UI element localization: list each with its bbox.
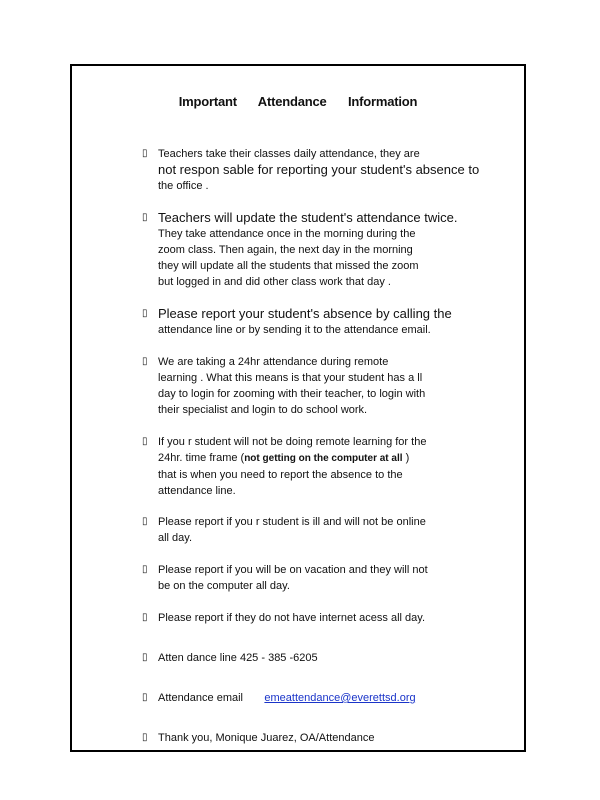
item-line (158, 402, 498, 418)
document-title: Important Attendance Information (178, 94, 418, 109)
item-text: the office . (158, 180, 209, 192)
item-text: all day. (158, 532, 193, 544)
item-text: attendance line. (158, 485, 236, 497)
item-text: We are taking a 24hr attendance during remote (158, 356, 389, 368)
bullet-icon: ▯ (142, 564, 148, 575)
item-text: their specialist and login to do school work. (158, 404, 368, 416)
bullet-icon: ▯ (142, 732, 148, 743)
bullet-icon: ▯ (142, 148, 148, 159)
emphasis-text: not getting on the computer at all (244, 453, 403, 464)
item-line (158, 242, 498, 258)
bullet-icon: ▯ (142, 652, 148, 663)
item-text: but logged in and did other class work that day . (158, 276, 391, 288)
item-line (158, 483, 498, 499)
bullet-icon: ▯ (142, 516, 148, 527)
bullet-icon: ▯ (142, 212, 148, 223)
item-text: Thank you, Monique Juarez, OA/Attendance (158, 732, 375, 744)
item-text: Teachers take their classes daily attendance, they are (158, 148, 420, 160)
item-line (158, 258, 498, 274)
attendance-email-link[interactable]: emeattendance@everettsd.org (264, 692, 416, 704)
list-item (142, 562, 498, 594)
bullet-icon: ▯ (142, 356, 148, 367)
item-text: Attendance email (158, 692, 243, 704)
item-text: Teachers will update the student's attendance twice. (158, 210, 458, 225)
item-line (158, 578, 498, 594)
list-item (142, 690, 498, 706)
item-line (158, 306, 498, 322)
item-text: Please report if you will be on vacation and they will not (158, 564, 428, 576)
item-line (158, 226, 498, 242)
item-line (158, 386, 498, 402)
info-list (72, 66, 524, 750)
item-text: learning . What this means is that your student has a ll (158, 372, 423, 384)
list-item (142, 146, 498, 194)
item-line (158, 690, 498, 706)
list-item (142, 514, 498, 546)
list-item (142, 650, 498, 666)
list-item (142, 610, 498, 626)
item-line (158, 354, 498, 370)
item-text: They take attendance once in the morning during the (158, 228, 416, 240)
item-line (158, 178, 498, 194)
document-page (70, 64, 526, 752)
item-line (158, 610, 498, 626)
item-text: Please report your student's absence by calling the (158, 306, 452, 321)
item-line (158, 467, 498, 483)
item-text-tail: ) (402, 452, 410, 464)
list-item (142, 434, 498, 499)
item-text: that is when you need to report the absence to the (158, 469, 403, 481)
item-text: day to login for zooming with their teacher, to login with (158, 388, 426, 400)
list-item (142, 210, 498, 290)
item-line (158, 514, 498, 530)
item-line (158, 146, 498, 162)
item-line (158, 162, 498, 178)
item-text: If you r student will not be doing remote learning for the (158, 436, 427, 448)
list-item (142, 354, 498, 418)
bullet-icon: ▯ (142, 612, 148, 623)
item-line (158, 650, 498, 666)
item-text: Atten dance line 425 - 385 -6205 (158, 652, 318, 664)
item-line (158, 530, 498, 546)
item-text: Please report if they do not have internet acess all day. (158, 612, 426, 624)
item-text: be on the computer all day. (158, 580, 290, 592)
item-line (158, 730, 498, 746)
list-item (142, 306, 498, 338)
bullet-icon: ▯ (142, 308, 148, 319)
item-line (158, 210, 498, 226)
item-text: attendance line or by sending it to the attendance email. (158, 324, 431, 336)
item-line (158, 322, 498, 338)
item-text: they will update all the students that missed the zoom (158, 260, 419, 272)
item-line (158, 434, 498, 450)
list-item (142, 730, 498, 746)
item-text: 24hr. time frame ( (158, 452, 245, 464)
item-line (158, 562, 498, 578)
item-text: zoom class. Then again, the next day in the morning (158, 244, 413, 256)
item-text: not respon sable for reporting your student's absence to (158, 162, 480, 177)
item-text: Please report if you r student is ill and will not be online (158, 516, 426, 528)
item-line (158, 274, 498, 290)
item-line (158, 370, 498, 386)
bullet-icon: ▯ (142, 692, 148, 703)
item-line (158, 450, 498, 467)
bullet-icon: ▯ (142, 436, 148, 447)
